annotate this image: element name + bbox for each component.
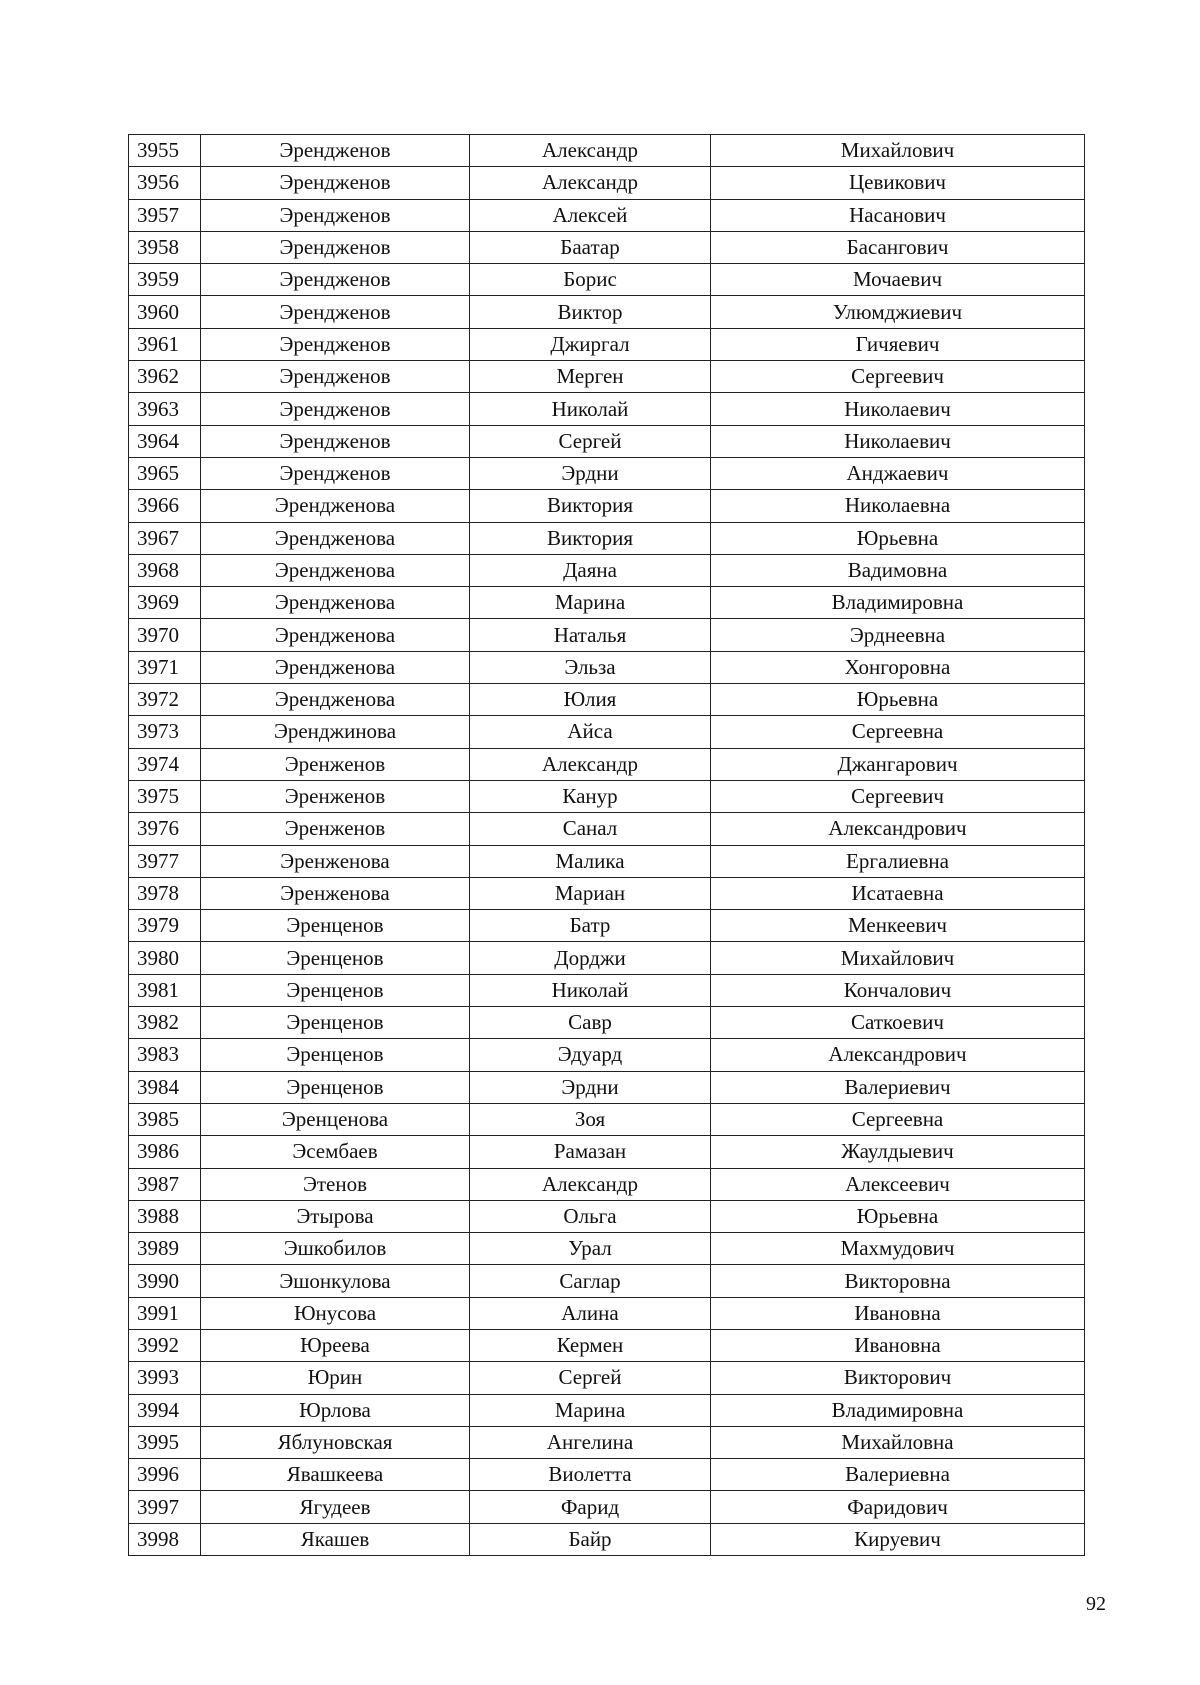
row-number-cell: 3961 bbox=[129, 328, 201, 360]
last-name-cell: Эренценов bbox=[201, 942, 470, 974]
last-name-cell: Эренценов bbox=[201, 1007, 470, 1039]
patronymic-cell: Владимировна bbox=[711, 1394, 1085, 1426]
patronymic-cell: Гичяевич bbox=[711, 328, 1085, 360]
table-row bbox=[129, 522, 1085, 554]
patronymic-cell: Насанович bbox=[711, 199, 1085, 231]
first-name-cell: Джиргал bbox=[470, 328, 711, 360]
patronymic-cell: Михайловна bbox=[711, 1426, 1085, 1458]
patronymic-cell: Николаевич bbox=[711, 393, 1085, 425]
first-name-cell: Урал bbox=[470, 1233, 711, 1265]
last-name-cell: Эренжeнова bbox=[201, 845, 470, 877]
table-row bbox=[129, 361, 1085, 393]
patronymic-cell: Михайлович bbox=[711, 942, 1085, 974]
row-number-cell: 3960 bbox=[129, 296, 201, 328]
table-row bbox=[129, 1071, 1085, 1103]
row-number-cell: 3989 bbox=[129, 1233, 201, 1265]
first-name-cell: Даяна bbox=[470, 554, 711, 586]
last-name-cell: Эшкобилов bbox=[201, 1233, 470, 1265]
last-name-cell: Эренценова bbox=[201, 1103, 470, 1135]
first-name-cell: Савр bbox=[470, 1007, 711, 1039]
patronymic-cell: Цевикович bbox=[711, 167, 1085, 199]
first-name-cell: Малика bbox=[470, 845, 711, 877]
last-name-cell: Эренджeнова bbox=[201, 619, 470, 651]
first-name-cell: Алина bbox=[470, 1297, 711, 1329]
first-name-cell: Ангелина bbox=[470, 1426, 711, 1458]
table-row bbox=[129, 1426, 1085, 1458]
last-name-cell: Яблуновская bbox=[201, 1426, 470, 1458]
patronymic-cell: Улюмджиевич bbox=[711, 296, 1085, 328]
table-row bbox=[129, 1265, 1085, 1297]
table-row bbox=[129, 1362, 1085, 1394]
first-name-cell: Николай bbox=[470, 974, 711, 1006]
first-name-cell: Дорджи bbox=[470, 942, 711, 974]
last-name-cell: Эренценов bbox=[201, 974, 470, 1006]
patronymic-cell: Алексеевич bbox=[711, 1168, 1085, 1200]
last-name-cell: Эренджeнов bbox=[201, 393, 470, 425]
last-name-cell: Этенов bbox=[201, 1168, 470, 1200]
row-number-cell: 3990 bbox=[129, 1265, 201, 1297]
table-row bbox=[129, 1329, 1085, 1361]
patronymic-cell: Исатаевна bbox=[711, 877, 1085, 909]
row-number-cell: 3974 bbox=[129, 748, 201, 780]
row-number-cell: 3973 bbox=[129, 716, 201, 748]
table-row bbox=[129, 587, 1085, 619]
row-number-cell: 3983 bbox=[129, 1039, 201, 1071]
last-name-cell: Юрин bbox=[201, 1362, 470, 1394]
table-row bbox=[129, 1200, 1085, 1232]
patronymic-cell: Юрьевна bbox=[711, 684, 1085, 716]
patronymic-cell: Викторовна bbox=[711, 1265, 1085, 1297]
first-name-cell: Эдуард bbox=[470, 1039, 711, 1071]
table-row bbox=[129, 425, 1085, 457]
patronymic-cell: Александрович bbox=[711, 813, 1085, 845]
patronymic-cell: Хонгоровна bbox=[711, 651, 1085, 683]
row-number-cell: 3986 bbox=[129, 1136, 201, 1168]
first-name-cell: Саглар bbox=[470, 1265, 711, 1297]
last-name-cell: Эренжeнов bbox=[201, 780, 470, 812]
first-name-cell: Эрдни bbox=[470, 1071, 711, 1103]
last-name-cell: Явашкеева bbox=[201, 1459, 470, 1491]
first-name-cell: Сергей bbox=[470, 425, 711, 457]
row-number-cell: 3956 bbox=[129, 167, 201, 199]
row-number-cell: 3955 bbox=[129, 135, 201, 167]
last-name-cell: Эренджeнов bbox=[201, 199, 470, 231]
table-row bbox=[129, 554, 1085, 586]
patronymic-cell: Ергалиевна bbox=[711, 845, 1085, 877]
last-name-cell: Эренценов bbox=[201, 1071, 470, 1103]
patronymic-cell: Эрднеевна bbox=[711, 619, 1085, 651]
first-name-cell: Юлия bbox=[470, 684, 711, 716]
table-row bbox=[129, 910, 1085, 942]
last-name-cell: Эсембаев bbox=[201, 1136, 470, 1168]
table-row bbox=[129, 619, 1085, 651]
table-row bbox=[129, 942, 1085, 974]
first-name-cell: Сергей bbox=[470, 1362, 711, 1394]
row-number-cell: 3998 bbox=[129, 1523, 201, 1555]
last-name-cell: Эренджeнова bbox=[201, 684, 470, 716]
first-name-cell: Александр bbox=[470, 748, 711, 780]
row-number-cell: 3965 bbox=[129, 457, 201, 489]
last-name-cell: Эренжeнов bbox=[201, 748, 470, 780]
table-row bbox=[129, 457, 1085, 489]
table-row bbox=[129, 231, 1085, 263]
last-name-cell: Эренджeнов bbox=[201, 296, 470, 328]
row-number-cell: 3984 bbox=[129, 1071, 201, 1103]
last-name-cell: Эренджeнов bbox=[201, 361, 470, 393]
table-row bbox=[129, 780, 1085, 812]
first-name-cell: Эльза bbox=[470, 651, 711, 683]
last-name-cell: Эренджeнова bbox=[201, 490, 470, 522]
patronymic-cell: Менкеевич bbox=[711, 910, 1085, 942]
first-name-cell: Александр bbox=[470, 135, 711, 167]
patronymic-cell: Вадимовна bbox=[711, 554, 1085, 586]
first-name-cell: Марина bbox=[470, 587, 711, 619]
patronymic-cell: Михайлович bbox=[711, 135, 1085, 167]
last-name-cell: Эренджeнова bbox=[201, 522, 470, 554]
first-name-cell: Рамазан bbox=[470, 1136, 711, 1168]
patronymic-cell: Ивановна bbox=[711, 1329, 1085, 1361]
patronymic-cell: Николаевич bbox=[711, 425, 1085, 457]
table-row bbox=[129, 167, 1085, 199]
row-number-cell: 3979 bbox=[129, 910, 201, 942]
table-row bbox=[129, 1297, 1085, 1329]
row-number-cell: 3967 bbox=[129, 522, 201, 554]
patronymic-cell: Юрьевна bbox=[711, 1200, 1085, 1232]
row-number-cell: 3958 bbox=[129, 231, 201, 263]
last-name-cell: Эренценов bbox=[201, 1039, 470, 1071]
first-name-cell: Зоя bbox=[470, 1103, 711, 1135]
first-name-cell: Борис bbox=[470, 264, 711, 296]
table-row bbox=[129, 974, 1085, 1006]
table-row bbox=[129, 651, 1085, 683]
first-name-cell: Батр bbox=[470, 910, 711, 942]
row-number-cell: 3971 bbox=[129, 651, 201, 683]
first-name-cell: Виктория bbox=[470, 490, 711, 522]
last-name-cell: Эренджeнов bbox=[201, 425, 470, 457]
patronymic-cell: Кируевич bbox=[711, 1523, 1085, 1555]
last-name-cell: Эренджeнова bbox=[201, 587, 470, 619]
table-row bbox=[129, 1491, 1085, 1523]
first-name-cell: Виолетта bbox=[470, 1459, 711, 1491]
patronymic-cell: Махмудович bbox=[711, 1233, 1085, 1265]
patronymic-cell: Викторович bbox=[711, 1362, 1085, 1394]
first-name-cell: Баатар bbox=[470, 231, 711, 263]
row-number-cell: 3978 bbox=[129, 877, 201, 909]
first-name-cell: Канур bbox=[470, 780, 711, 812]
first-name-cell: Алексей bbox=[470, 199, 711, 231]
row-number-cell: 3994 bbox=[129, 1394, 201, 1426]
first-name-cell: Виктор bbox=[470, 296, 711, 328]
patronymic-cell: Кончалович bbox=[711, 974, 1085, 1006]
row-number-cell: 3976 bbox=[129, 813, 201, 845]
row-number-cell: 3996 bbox=[129, 1459, 201, 1491]
row-number-cell: 3969 bbox=[129, 587, 201, 619]
patronymic-cell: Сергеевич bbox=[711, 361, 1085, 393]
row-number-cell: 3972 bbox=[129, 684, 201, 716]
last-name-cell: Эренджeнов bbox=[201, 328, 470, 360]
last-name-cell: Эшонкулова bbox=[201, 1265, 470, 1297]
table-row bbox=[129, 199, 1085, 231]
table-row bbox=[129, 1103, 1085, 1135]
row-number-cell: 3966 bbox=[129, 490, 201, 522]
table-row bbox=[129, 1039, 1085, 1071]
last-name-cell: Эренджeнов bbox=[201, 135, 470, 167]
first-name-cell: Виктория bbox=[470, 522, 711, 554]
first-name-cell: Александр bbox=[470, 1168, 711, 1200]
last-name-cell: Эренджeнов bbox=[201, 264, 470, 296]
last-name-cell: Юрлова bbox=[201, 1394, 470, 1426]
row-number-cell: 3962 bbox=[129, 361, 201, 393]
first-name-cell: Александр bbox=[470, 167, 711, 199]
table-row bbox=[129, 1459, 1085, 1491]
patronymic-cell: Владимировна bbox=[711, 587, 1085, 619]
last-name-cell: Эренжeнов bbox=[201, 813, 470, 845]
last-name-cell: Эренджинова bbox=[201, 716, 470, 748]
first-name-cell: Фарид bbox=[470, 1491, 711, 1523]
patronymic-cell: Александрович bbox=[711, 1039, 1085, 1071]
row-number-cell: 3975 bbox=[129, 780, 201, 812]
last-name-cell: Эренджeнова bbox=[201, 554, 470, 586]
table-row bbox=[129, 748, 1085, 780]
first-name-cell: Мерген bbox=[470, 361, 711, 393]
last-name-cell: Юреева bbox=[201, 1329, 470, 1361]
last-name-cell: Ягудеев bbox=[201, 1491, 470, 1523]
first-name-cell: Байр bbox=[470, 1523, 711, 1555]
patronymic-cell: Жаулдыевич bbox=[711, 1136, 1085, 1168]
row-number-cell: 3985 bbox=[129, 1103, 201, 1135]
patronymic-cell: Басангович bbox=[711, 231, 1085, 263]
first-name-cell: Эрдни bbox=[470, 457, 711, 489]
last-name-cell: Этырова bbox=[201, 1200, 470, 1232]
table-row bbox=[129, 1523, 1085, 1555]
row-number-cell: 3995 bbox=[129, 1426, 201, 1458]
table-row bbox=[129, 135, 1085, 167]
patronymic-cell: Юрьевна bbox=[711, 522, 1085, 554]
row-number-cell: 3982 bbox=[129, 1007, 201, 1039]
last-name-cell: Эренджeнов bbox=[201, 167, 470, 199]
patronymic-cell: Валериевна bbox=[711, 1459, 1085, 1491]
table-row bbox=[129, 1136, 1085, 1168]
patronymic-cell: Валериевич bbox=[711, 1071, 1085, 1103]
table-row bbox=[129, 845, 1085, 877]
row-number-cell: 3993 bbox=[129, 1362, 201, 1394]
table-row bbox=[129, 684, 1085, 716]
last-name-cell: Эренджeнов bbox=[201, 457, 470, 489]
table-row bbox=[129, 264, 1085, 296]
last-name-cell: Эренджeнова bbox=[201, 651, 470, 683]
patronymic-cell: Джангарович bbox=[711, 748, 1085, 780]
patronymic-cell: Мочаевич bbox=[711, 264, 1085, 296]
row-number-cell: 3964 bbox=[129, 425, 201, 457]
row-number-cell: 3981 bbox=[129, 974, 201, 1006]
row-number-cell: 3957 bbox=[129, 199, 201, 231]
table-row bbox=[129, 877, 1085, 909]
table-row bbox=[129, 393, 1085, 425]
row-number-cell: 3968 bbox=[129, 554, 201, 586]
row-number-cell: 3987 bbox=[129, 1168, 201, 1200]
row-number-cell: 3959 bbox=[129, 264, 201, 296]
first-name-cell: Айса bbox=[470, 716, 711, 748]
first-name-cell: Марина bbox=[470, 1394, 711, 1426]
table-row bbox=[129, 1394, 1085, 1426]
patronymic-cell: Николаевна bbox=[711, 490, 1085, 522]
table-row bbox=[129, 716, 1085, 748]
names-table bbox=[128, 134, 1085, 1556]
table-row bbox=[129, 1168, 1085, 1200]
names-table-body bbox=[129, 135, 1085, 1556]
page-number: 92 bbox=[1086, 1593, 1106, 1615]
row-number-cell: 3997 bbox=[129, 1491, 201, 1523]
table-row bbox=[129, 490, 1085, 522]
row-number-cell: 3992 bbox=[129, 1329, 201, 1361]
patronymic-cell: Фаридович bbox=[711, 1491, 1085, 1523]
first-name-cell: Николай bbox=[470, 393, 711, 425]
patronymic-cell: Сергеевна bbox=[711, 716, 1085, 748]
row-number-cell: 3988 bbox=[129, 1200, 201, 1232]
first-name-cell: Наталья bbox=[470, 619, 711, 651]
last-name-cell: Эренценов bbox=[201, 910, 470, 942]
last-name-cell: Юнусова bbox=[201, 1297, 470, 1329]
table-row bbox=[129, 1007, 1085, 1039]
first-name-cell: Мариан bbox=[470, 877, 711, 909]
table-row bbox=[129, 1233, 1085, 1265]
row-number-cell: 3977 bbox=[129, 845, 201, 877]
last-name-cell: Эренджeнов bbox=[201, 231, 470, 263]
patronymic-cell: Ивановна bbox=[711, 1297, 1085, 1329]
table-row bbox=[129, 296, 1085, 328]
first-name-cell: Санал bbox=[470, 813, 711, 845]
first-name-cell: Ольга bbox=[470, 1200, 711, 1232]
patronymic-cell: Саткоевич bbox=[711, 1007, 1085, 1039]
row-number-cell: 3963 bbox=[129, 393, 201, 425]
last-name-cell: Эренжeнова bbox=[201, 877, 470, 909]
table-row bbox=[129, 813, 1085, 845]
last-name-cell: Якашев bbox=[201, 1523, 470, 1555]
row-number-cell: 3980 bbox=[129, 942, 201, 974]
patronymic-cell: Сергеевна bbox=[711, 1103, 1085, 1135]
first-name-cell: Кермен bbox=[470, 1329, 711, 1361]
row-number-cell: 3991 bbox=[129, 1297, 201, 1329]
row-number-cell: 3970 bbox=[129, 619, 201, 651]
patronymic-cell: Сергеевич bbox=[711, 780, 1085, 812]
patronymic-cell: Анджаевич bbox=[711, 457, 1085, 489]
table-row bbox=[129, 328, 1085, 360]
